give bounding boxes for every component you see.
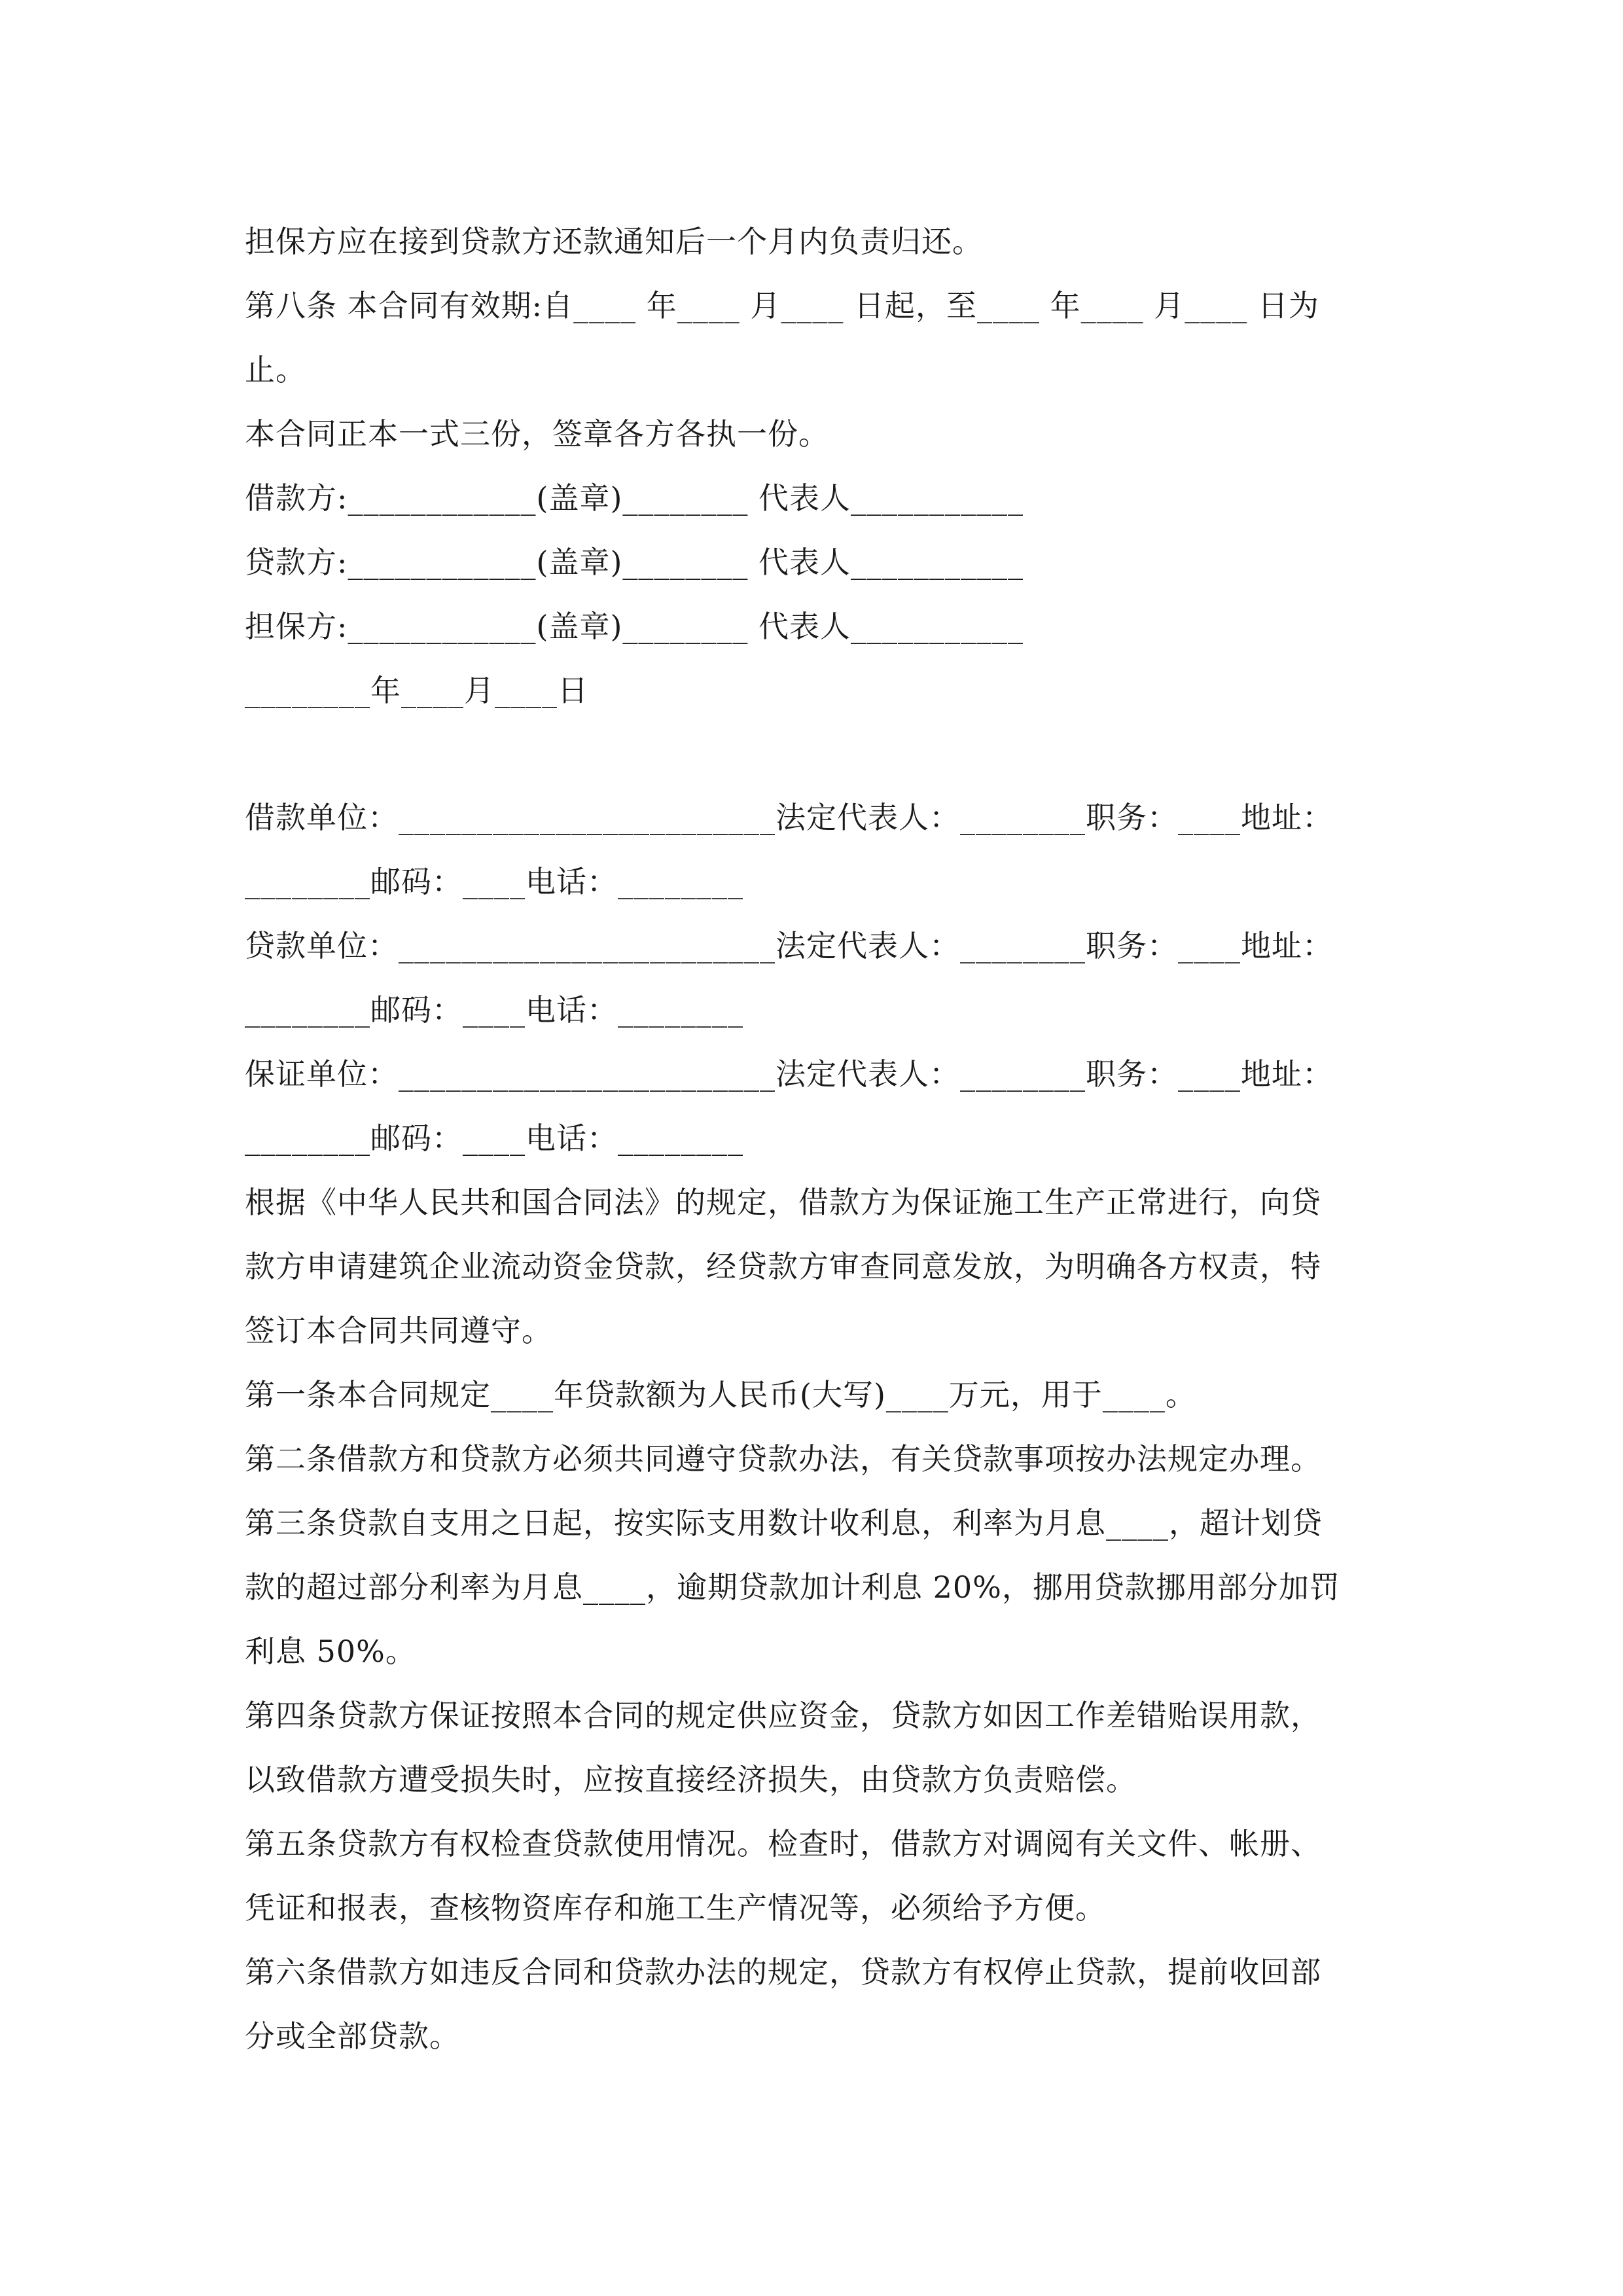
document-page <box>245 209 1397 2068</box>
text-line: 根据《中华人民共和国合同法》的规定，借款方为保证施工生产正常进行，向贷 <box>245 1185 1321 1220</box>
text-line: 凭证和报表，查核物资库存和施工生产情况等，必须给予方便。 <box>245 1890 1106 1926</box>
date-line: ________年____月____日 <box>245 673 588 708</box>
text-line: 本合同正本一式三份，签章各方各执一份。 <box>245 416 829 452</box>
signature-section <box>245 209 1397 723</box>
signature-line-lender: 贷款方:____________(盖章)________ 代表人___________ <box>245 545 1024 580</box>
borrower-contact-line: ________邮码：____电话：________ <box>245 864 743 899</box>
section-gap <box>245 723 1397 785</box>
article-1: 第一条本合同规定____年贷款额为人民币(大写)____万元，用于____。 <box>245 1377 1196 1412</box>
lender-contact-line: ________邮码：____电话：________ <box>245 992 743 1028</box>
contract-body <box>245 785 1397 2068</box>
borrower-unit-line: 借款单位：________________________法定代表人：________职务：____地址： <box>245 800 1333 835</box>
text-line: 签订本合同共同遵守。 <box>245 1313 552 1348</box>
signature-line-borrower: 借款方:____________(盖章)________ 代表人___________ <box>245 480 1024 516</box>
text-line: 以致借款方遭受损失时，应按直接经济损失，由贷款方负责赔偿。 <box>245 1762 1137 1797</box>
text-line: 款的超过部分利率为月息____，逾期贷款加计利息 20%，挪用贷款挪用部分加罚 <box>245 1570 1340 1605</box>
text-line: 止。 <box>245 352 306 387</box>
text-line: 担保方应在接到贷款方还款通知后一个月内负责归还。 <box>245 224 983 259</box>
article-6: 第六条借款方如违反合同和贷款办法的规定，贷款方有权停止贷款，提前收回部 <box>245 1954 1321 1990</box>
article-5: 第五条贷款方有权检查贷款使用情况。检查时，借款方对调阅有关文件、帐册、 <box>245 1826 1321 1861</box>
guarantor-contact-line: ________邮码：____电话：________ <box>245 1121 743 1156</box>
text-line: 第八条 本合同有效期:自____ 年____ 月____ 日起，至____ 年____ 月____ 日为 <box>245 288 1319 323</box>
text-line: 利息 50%。 <box>245 1634 416 1669</box>
article-4: 第四条贷款方保证按照本合同的规定供应资金，贷款方如因工作差错贻误用款， <box>245 1698 1321 1733</box>
signature-line-guarantor: 担保方:____________(盖章)________ 代表人___________ <box>245 609 1024 644</box>
lender-unit-line: 贷款单位：________________________法定代表人：________职务：____地址： <box>245 928 1333 963</box>
article-2: 第二条借款方和贷款方必须共同遵守贷款办法，有关贷款事项按办法规定办理。 <box>245 1441 1321 1477</box>
article-3: 第三条贷款自支用之日起，按实际支用数计收利息，利率为月息____，超计划贷 <box>245 1505 1323 1541</box>
text-line: 分或全部贷款。 <box>245 2018 460 2054</box>
guarantor-unit-line: 保证单位：________________________法定代表人：________职务：____地址： <box>245 1056 1333 1092</box>
text-line: 款方申请建筑企业流动资金贷款，经贷款方审查同意发放，为明确各方权责，特 <box>245 1249 1321 1284</box>
